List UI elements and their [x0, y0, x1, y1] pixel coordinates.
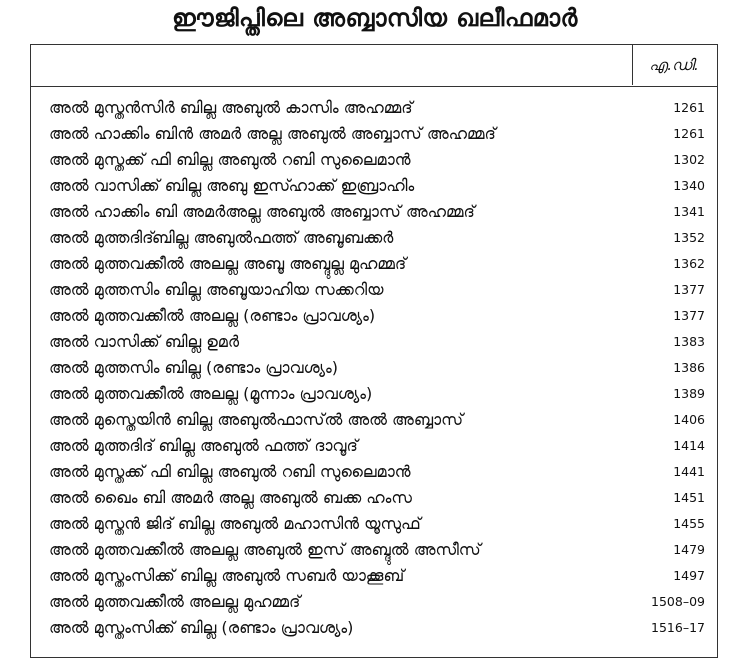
reign-year: 1441: [673, 464, 705, 479]
caliph-name: അൽ മുസ്തൻ ജിദ് ബില്ല അബുൽ മഹാസിൻ യൂസുഫ്: [49, 514, 421, 533]
caliphs-table: [30, 44, 718, 658]
table-row: [31, 147, 717, 173]
table-row: [31, 355, 717, 381]
reign-year: 1261: [673, 126, 705, 141]
reign-year: 1455: [673, 516, 705, 531]
era-column-header: എ.ഡി.: [649, 56, 699, 74]
table-row: [31, 251, 717, 277]
caliph-name: അൽ വാസിക്ക് ബില്ല അബു ഇസ്ഹാക്ക് ഇബ്രാഹിം: [49, 176, 415, 195]
table-row: [31, 121, 717, 147]
caliph-name: അൽ ഹാക്കിം ബി അമർഅല്ല അബുൽ അബ്ബാസ് അഹമ്മദ്: [49, 202, 475, 221]
caliph-name: അൽ ഹാക്കിം ബിൻ അമർ അല്ല അബുൽ അബ്ബാസ് അഹമ്മദ്: [49, 124, 496, 143]
caliph-name: അൽ ഖൈം ബി അമർ അല്ല അബുൽ ബക്ക ഹംസ: [49, 488, 412, 507]
caliph-name: അൽ മുസ്തംസിക്ക് ബില്ല (രണ്ടാം പ്രാവശ്യം): [49, 618, 354, 637]
table-row: [31, 277, 717, 303]
caliph-name: അൽ മുത്തവക്കീൽ അലല്ല അബുൽ ഇസ് അബ്ദുൽ അസീസ്: [49, 540, 481, 559]
reign-year: 1340: [673, 178, 705, 193]
reign-year: 1302: [673, 152, 705, 167]
reign-year: 1377: [673, 282, 705, 297]
table-row: [31, 433, 717, 459]
caliph-name: അൽ മുസ്തക്ക് ഫി ബില്ല അബുൽ റബി സുലൈമാൻ: [49, 150, 411, 169]
caliph-name: അൽ മുത്തസിം ബില്ല (രണ്ടാം പ്രാവശ്യം): [49, 358, 339, 377]
table-row: [31, 459, 717, 485]
table-row: [31, 95, 717, 121]
reign-year: 1377: [673, 308, 705, 323]
table-row: [31, 511, 717, 537]
table-row: [31, 563, 717, 589]
caliph-name: അൽ വാസിക്ക് ബില്ല ഉമർ: [49, 332, 240, 351]
caliph-name: അൽ മുസ്തെയിൻ ബില്ല അബുൽഫാസ്ൽ അൽ അബ്ബാസ്: [49, 410, 464, 429]
reign-year: 1479: [673, 542, 705, 557]
table-row: [31, 589, 717, 615]
caliph-name: അൽ മുത്തദിദ്ബില്ല അബുൽഫത്ത് അബൂബക്കർ: [49, 228, 394, 247]
page-title: ഈജിപ്തിലെ അബ്ബാസിയ ഖലീഫമാർ: [172, 4, 578, 32]
reign-year: 1386: [673, 360, 705, 375]
caliph-name: അൽ മുത്തവക്കീൽ അലല്ല അബൂ അബ്ദുല്ല മുഹമ്മദ്: [49, 254, 407, 273]
table-row: [31, 485, 717, 511]
caliph-name: അൽ മുസ്തക്ക് ഫി ബില്ല അബുൽ റബി സുലൈമാൻ: [49, 462, 411, 481]
caliph-name: അൽ മുസ്തംസിക്ക് ബില്ല അബുൽ സബർ യാക്കൂബ്: [49, 566, 405, 585]
reign-year: 1406: [673, 412, 705, 427]
reign-year: 1383: [673, 334, 705, 349]
caliph-name: അൽ മുസ്തൻസിർ ബില്ല അബുൽ കാസിം അഹമ്മദ്: [49, 98, 413, 117]
reign-year: 1414: [673, 438, 705, 453]
caliph-name: അൽ മുത്തസിം ബില്ല അബൂയാഹിയ സക്കറിയ: [49, 280, 384, 299]
caliph-name: അൽ മുത്തദിദ് ബില്ല അബുൽ ഫത്ത് ദാവൂദ്: [49, 436, 358, 455]
reign-year: 1497: [673, 568, 705, 583]
reign-year: 1261: [673, 100, 705, 115]
reign-year: 1341: [673, 204, 705, 219]
reign-year: 1508–09: [651, 594, 705, 609]
table-header: [31, 45, 717, 87]
header-divider: [632, 45, 633, 85]
table-row: [31, 615, 717, 641]
reign-year: 1389: [673, 386, 705, 401]
reign-year: 1516–17: [651, 620, 705, 635]
table-row: [31, 199, 717, 225]
reign-year: 1352: [673, 230, 705, 245]
table-row: [31, 173, 717, 199]
caliph-name: അൽ മുത്തവക്കീൽ അലല്ല (മൂന്നാം പ്രാവശ്യം): [49, 384, 373, 403]
table-row: [31, 537, 717, 563]
table-row: [31, 407, 717, 433]
table-body: [31, 95, 717, 641]
reign-year: 1451: [673, 490, 705, 505]
table-row: [31, 303, 717, 329]
table-row: [31, 329, 717, 355]
reign-year: 1362: [673, 256, 705, 271]
table-row: [31, 381, 717, 407]
caliph-name: അൽ മുത്തവക്കീൽ അലല്ല (രണ്ടാം പ്രാവശ്യം): [49, 306, 376, 325]
caliph-name: അൽ മുത്തവക്കീൽ അലല്ല മുഹമ്മദ്: [49, 592, 301, 611]
table-row: [31, 225, 717, 251]
